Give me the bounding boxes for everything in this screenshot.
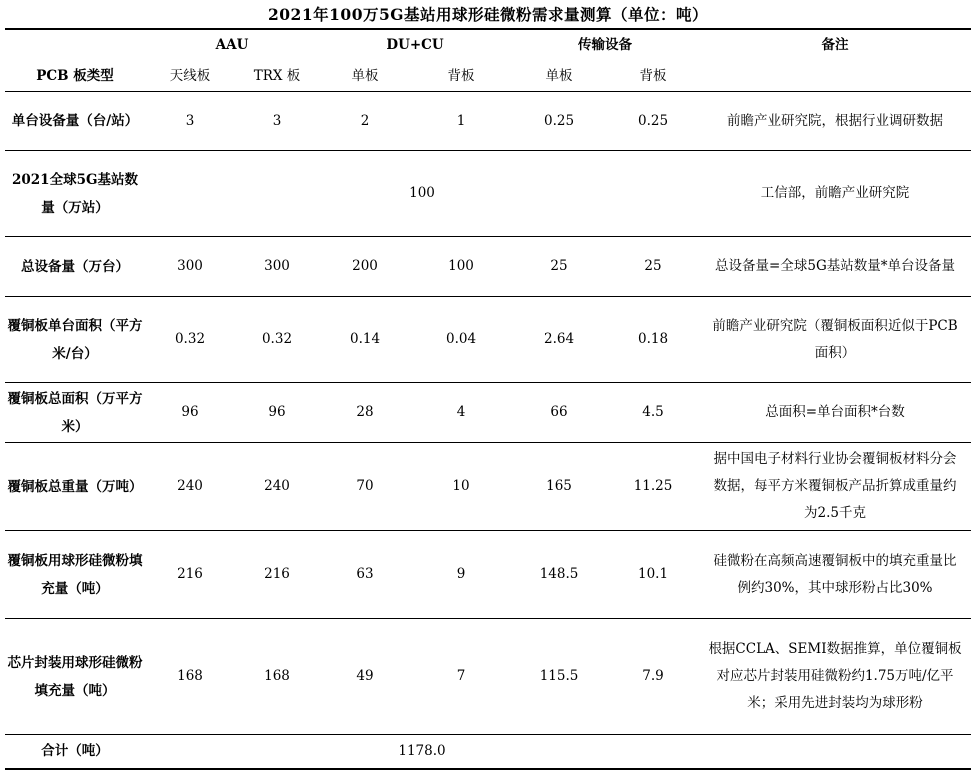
group-header-blank — [5, 29, 145, 61]
table-cell: 10.1 — [607, 531, 699, 619]
type-header-cell: 单板 — [319, 61, 411, 92]
table-cell: 3 — [235, 92, 319, 151]
table-cell: 10 — [411, 443, 511, 531]
table-cell: 96 — [145, 383, 235, 443]
type-header-label: PCB 板类型 — [5, 61, 145, 92]
table-row — [5, 237, 971, 297]
table-cell: 4.5 — [607, 383, 699, 443]
row-label: 覆铜板用球形硅微粉填充量（吨） — [5, 531, 145, 619]
table-cell: 216 — [145, 531, 235, 619]
group-header-transport: 传输设备 — [511, 29, 699, 61]
table-cell: 2 — [319, 92, 411, 151]
table-row — [5, 151, 971, 237]
table-row — [5, 297, 971, 383]
type-header-cell: 背板 — [411, 61, 511, 92]
table-cell: 3 — [145, 92, 235, 151]
table-cell: 4 — [411, 383, 511, 443]
row-note: 总设备量=全球5G基站数量*单台设备量 — [699, 237, 971, 297]
type-header-row — [5, 61, 971, 92]
table-cell: 7 — [411, 619, 511, 735]
table-title: 2021年100万5G基站用球形硅微粉需求量测算（单位：吨） — [267, 5, 709, 24]
row-note: 硅微粉在高频高速覆铜板中的填充重量比例约30%，其中球形粉占比30% — [699, 531, 971, 619]
row-note: 工信部，前瞻产业研究院 — [699, 151, 971, 237]
table-cell: 70 — [319, 443, 411, 531]
row-label: 覆铜板总重量（万吨） — [5, 443, 145, 531]
table-row — [5, 92, 971, 151]
row-label: 覆铜板单台面积（平方米/台） — [5, 297, 145, 383]
table-cell: 96 — [235, 383, 319, 443]
table-cell: 168 — [235, 619, 319, 735]
table-cell: 216 — [235, 531, 319, 619]
table-cell: 165 — [511, 443, 607, 531]
table-cell: 0.14 — [319, 297, 411, 383]
table-cell: 0.18 — [607, 297, 699, 383]
table-cell: 63 — [319, 531, 411, 619]
table-row — [5, 619, 971, 735]
total-note-blank — [699, 735, 971, 769]
table-row — [5, 531, 971, 619]
total-value: 1178.0 — [145, 735, 699, 769]
row-note: 根据CCLA、SEMI数据推算，单位覆铜板对应芯片封装用硅微粉约1.75万吨/亿平米；采用先进封装均为球形粉 — [699, 619, 971, 735]
table-cell: 240 — [235, 443, 319, 531]
table-cell: 200 — [319, 237, 411, 297]
row-label: 总设备量（万台） — [5, 237, 145, 297]
demand-table — [5, 28, 971, 770]
type-header-cell: 单板 — [511, 61, 607, 92]
row-label: 单台设备量（台/站） — [5, 92, 145, 151]
table-cell: 0.32 — [235, 297, 319, 383]
table-cell: 25 — [511, 237, 607, 297]
table-cell: 0.25 — [511, 92, 607, 151]
table-cell: 100 — [411, 237, 511, 297]
table-cell: 49 — [319, 619, 411, 735]
table-cell: 148.5 — [511, 531, 607, 619]
table-cell: 11.25 — [607, 443, 699, 531]
group-header-notes: 备注 — [699, 29, 971, 61]
group-header-aau: AAU — [145, 29, 319, 61]
type-header-cell: 背板 — [607, 61, 699, 92]
type-header-cell: TRX 板 — [235, 61, 319, 92]
group-header-ducu: DU+CU — [319, 29, 511, 61]
table-cell: 25 — [607, 237, 699, 297]
table-cell: 240 — [145, 443, 235, 531]
row-label: 2021全球5G基站数量（万站） — [5, 151, 145, 237]
type-header-cell: 天线板 — [145, 61, 235, 92]
table-cell: 0.04 — [411, 297, 511, 383]
row-label: 覆铜板总面积（万平方米） — [5, 383, 145, 443]
table-cell: 0.32 — [145, 297, 235, 383]
group-header-row — [5, 29, 971, 61]
row-note: 总面积=单台面积*台数 — [699, 383, 971, 443]
table-cell: 7.9 — [607, 619, 699, 735]
table-cell: 0.25 — [607, 92, 699, 151]
table-cell: 66 — [511, 383, 607, 443]
type-header-note-blank — [699, 61, 971, 92]
table-cell: 115.5 — [511, 619, 607, 735]
row-note: 据中国电子材料行业协会覆铜板材料分会数据，每平方米覆铜板产品折算成重量约为2.5千克 — [699, 443, 971, 531]
row-label: 芯片封装用球形硅微粉填充量（吨） — [5, 619, 145, 735]
table-row — [5, 383, 971, 443]
row-note: 前瞻产业研究院（覆铜板面积近似于PCB面积） — [699, 297, 971, 383]
merged-value-cell: 100 — [145, 151, 699, 237]
table-cell: 28 — [319, 383, 411, 443]
row-note: 前瞻产业研究院，根据行业调研数据 — [699, 92, 971, 151]
table-cell: 9 — [411, 531, 511, 619]
table-cell: 300 — [235, 237, 319, 297]
table-row — [5, 443, 971, 531]
total-label: 合计（吨） — [5, 735, 145, 769]
total-row — [5, 735, 971, 769]
table-cell: 1 — [411, 92, 511, 151]
table-cell: 300 — [145, 237, 235, 297]
table-cell: 2.64 — [511, 297, 607, 383]
table-cell: 168 — [145, 619, 235, 735]
